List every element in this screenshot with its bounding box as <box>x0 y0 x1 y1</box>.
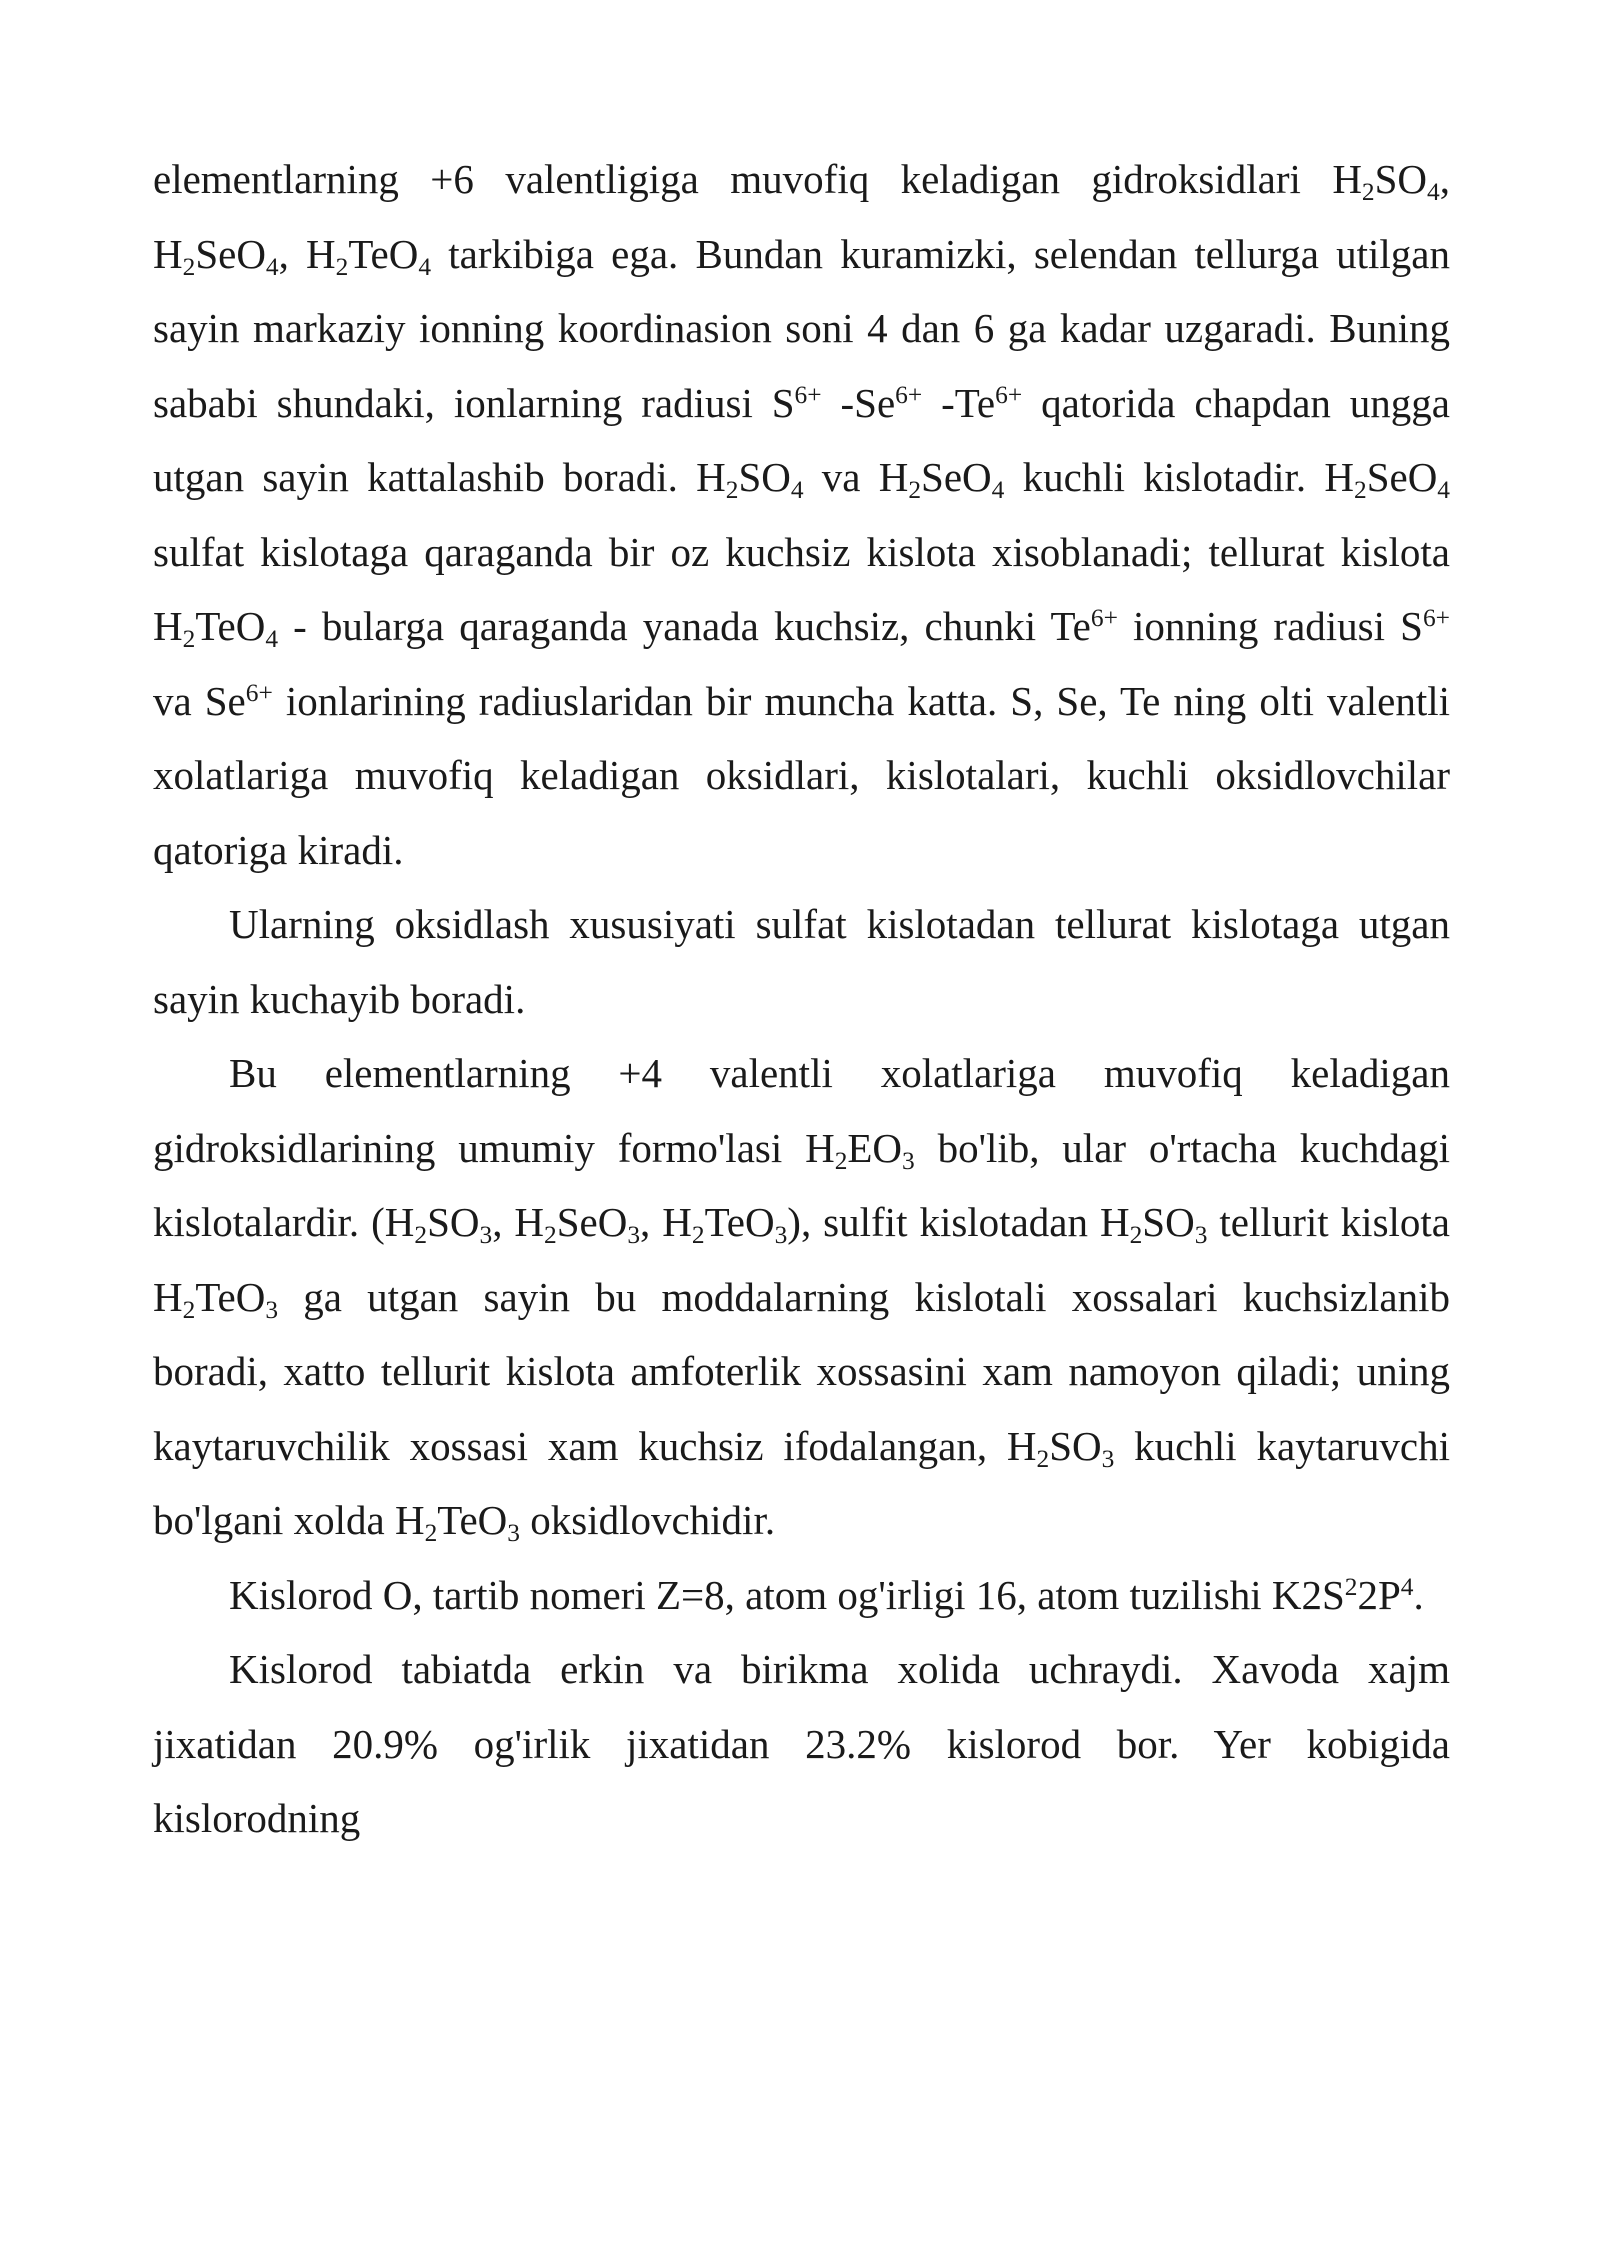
text-run: SeO <box>1366 454 1438 500</box>
text-run: sulfat kislotaga qaraganda bir oz kuchsiz kislota xisoblanadi; tellurat kislota H <box>153 528 1450 649</box>
subscript: 2 <box>834 1146 848 1175</box>
text-run: , H <box>640 1199 692 1245</box>
subscript: 3 <box>774 1221 788 1250</box>
text-run: Kislorod tabiatda erkin va birikma xolida uchraydi. Xavoda xajm jixatidan 20.9% og'irlik jixatidan 23.2% kislorod bor. Yer kobigida kislorodning <box>153 1646 1450 1841</box>
paragraph <box>153 1036 1450 1558</box>
text-run: tarkibiga ega. Bundan kuramizki, selendan tellurga utilgan sayin markaziy ionning koordinasion soni 4 dan 6 ga kadar uzgaradi. Buning sababi shundaki, ionlarning radiusi S <box>153 230 1450 426</box>
text-run: 2P <box>1357 1571 1401 1618</box>
superscript: 6+ <box>1090 604 1118 633</box>
subscript: 3 <box>902 1146 915 1175</box>
paragraph <box>153 887 1450 1036</box>
text-run: EO <box>847 1124 903 1171</box>
subscript: 3 <box>507 1519 520 1548</box>
text-run: TeO <box>437 1497 508 1543</box>
text-run: Bu elementlarning +4 valentli xolatlariga muvofiq keladigan gidroksidlarining umumiy formo'lasi H <box>153 1050 1450 1171</box>
subscript: 2 <box>182 1295 196 1324</box>
text-run: SeO <box>195 230 266 277</box>
text-run: ga utgan sayin bu moddalarning kislotali xossalari kuchsizlanib boradi, xatto tellurit kislota amfoterlik xossasini xam namoyon qiladi; uning kaytaruvchilik xossasi xam kuchsiz ifodalangan, H <box>153 1273 1450 1469</box>
text-run: SO <box>1049 1422 1102 1469</box>
subscript: 4 <box>265 625 279 654</box>
subscript: 2 <box>1036 1444 1050 1473</box>
text-run: - bularga qaraganda yanada kuchsiz, chunki Te <box>278 603 1091 649</box>
subscript: 3 <box>479 1221 493 1250</box>
text-run: kuchli kislotadir. H <box>1004 454 1354 500</box>
text-run: , H <box>153 156 1450 277</box>
text-run: kuchli kaytaruvchi bo'lgani xolda H <box>153 1422 1450 1543</box>
text-run: SO <box>427 1199 480 1245</box>
text-run: Kislorod O, tartib nomeri Z=8, atom og'irligi 16, atom tuzilishi K2S <box>229 1571 1345 1618</box>
text-run: oksidlovchidir. <box>519 1497 776 1543</box>
subscript: 2 <box>691 1221 705 1250</box>
subscript: 2 <box>1353 476 1367 505</box>
subscript: 4 <box>418 252 432 281</box>
text-run: , H <box>278 230 336 277</box>
subscript: 3 <box>627 1221 641 1250</box>
text-run: TeO <box>704 1199 775 1245</box>
text-run: , H <box>492 1199 545 1245</box>
subscript: 4 <box>790 476 804 505</box>
superscript: 2 <box>1344 1572 1358 1601</box>
subscript: 2 <box>182 625 196 654</box>
text-run: ionning radiusi S <box>1117 603 1423 649</box>
subscript: 4 <box>1437 476 1450 505</box>
subscript: 2 <box>182 252 196 281</box>
text-run: SO <box>1374 156 1428 202</box>
text-run: SO <box>1142 1199 1195 1245</box>
subscript: 3 <box>1101 1444 1115 1473</box>
text-run: va Se <box>153 677 246 724</box>
subscript: 4 <box>991 476 1005 505</box>
paragraph <box>153 1632 1450 1856</box>
subscript: 2 <box>424 1519 438 1548</box>
text-run: -Te <box>922 379 996 426</box>
subscript: 2 <box>335 252 349 281</box>
text-run: SeO <box>556 1199 628 1245</box>
text-run: ionlarining radiuslaridan bir muncha katta. S, Se, Te ning olti valentli xolatlariga muvofiq keladigan oksidlari, kislotalari, kuchli oksidlovchilar qatoriga kiradi. <box>153 677 1450 873</box>
text-run: SeO <box>921 454 992 500</box>
text-run: bo'lib, ular o'rtacha kuchdagi kislotalardir. (H <box>153 1124 1450 1245</box>
text-run: ), sulfit kislotadan H <box>787 1199 1130 1245</box>
superscript: 6+ <box>895 380 923 409</box>
subscript: 2 <box>1129 1221 1143 1250</box>
subscript: 4 <box>1427 178 1440 207</box>
superscript: 6+ <box>995 380 1023 409</box>
subscript: 3 <box>265 1295 279 1324</box>
text-run: tellurit kislota H <box>153 1199 1451 1320</box>
superscript: 6+ <box>1422 604 1450 633</box>
text-run: TeO <box>195 1273 266 1320</box>
text-run: -Se <box>821 379 896 426</box>
subscript: 2 <box>908 476 922 505</box>
text-run: Ularning oksidlash xususiyati sulfat kislotadan tellurat kislotaga utgan sayin kuchayib boradi. <box>153 901 1450 1022</box>
superscript: 6+ <box>794 380 822 409</box>
text-run: TeO <box>195 603 266 649</box>
subscript: 2 <box>544 1221 557 1250</box>
document-body-text <box>153 142 1450 1856</box>
text-run: qatorida chapdan ungga utgan sayin kattalashib boradi. H <box>153 379 1451 500</box>
text-run: elementlarning +6 valentligiga muvofiq keladigan gidroksidlari H <box>153 156 1362 202</box>
superscript: 4 <box>1400 1572 1414 1601</box>
paragraph <box>153 142 1450 887</box>
text-run: . <box>1413 1571 1424 1618</box>
subscript: 4 <box>265 252 279 281</box>
text-run: TeO <box>348 230 419 277</box>
subscript: 2 <box>1361 178 1375 207</box>
paragraph <box>153 1558 1450 1633</box>
subscript: 3 <box>1194 1221 1208 1250</box>
text-run: SO <box>738 454 791 500</box>
subscript: 2 <box>725 476 739 505</box>
subscript: 2 <box>414 1221 428 1250</box>
superscript: 6+ <box>245 678 273 707</box>
text-run: va H <box>803 454 909 500</box>
